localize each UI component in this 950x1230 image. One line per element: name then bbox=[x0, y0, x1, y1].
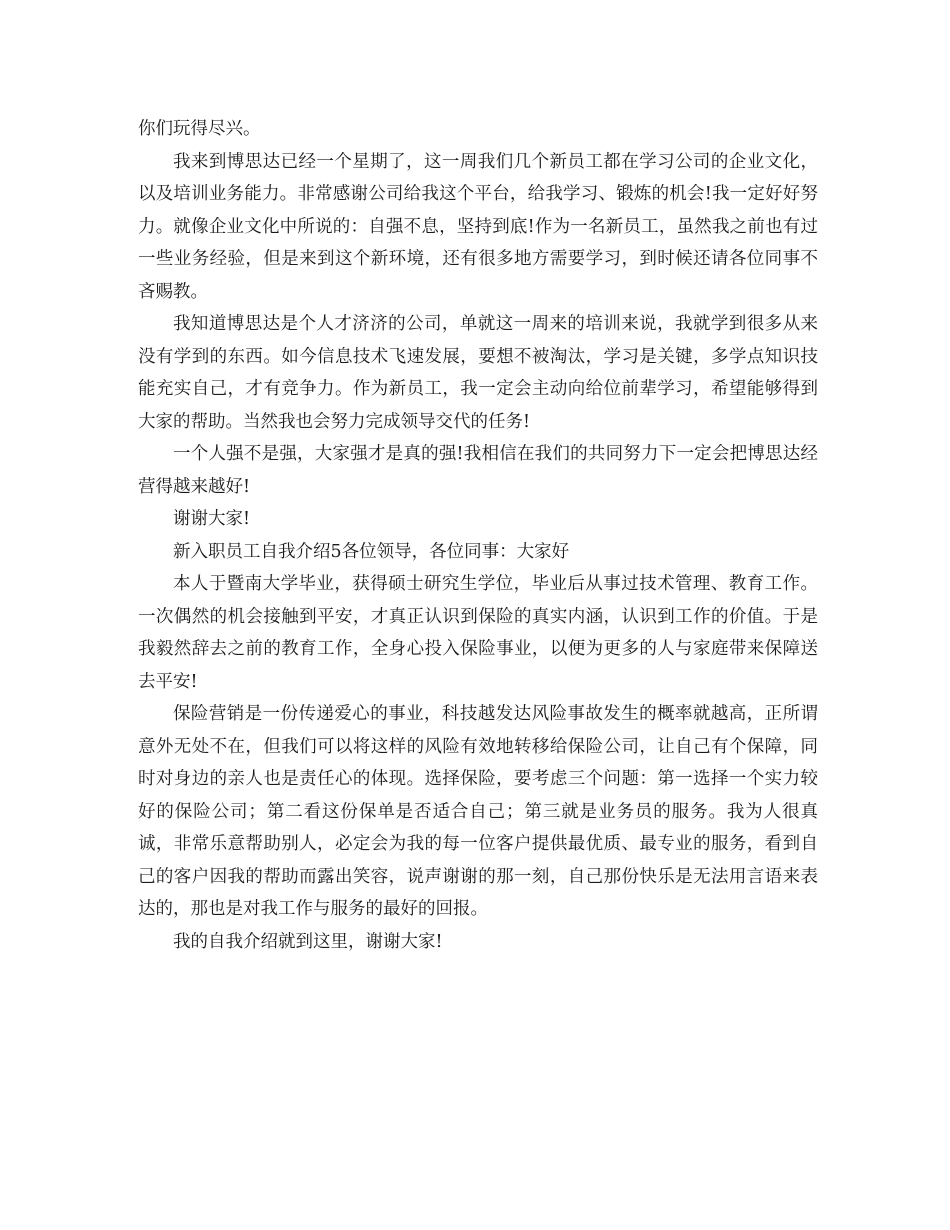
paragraph-company-talent: 我知道博思达是个人才济济的公司，单就这一周来的培训来说，我就学到很多从来没有学到的东西。如今信息技术飞速发展，要想不被淘汰，学习是关键，多学点知识技能充实自己，才有竞争力。作为新员工，我一定会主动向给位前辈学习，希望能够得到大家的帮助。当然我也会努力完成领导交代的任务! bbox=[138, 314, 818, 432]
paragraph-insurance: 保险营销是一份传递爱心的事业，科技越发达风险事故发生的概率就越高，正所谓意外无处不在，但我们可以将这样的风险有效地转移给保险公司，让自己有个保障，同时对身边的亲人也是责任心的体现。选择保险，要考虑三个问题：第一选择一个实力较好的保险公司；第二看这份保单是否适合自己；第三就是业务员的服务。我为人很真诚，非常乐意帮助别人，必定会为我的每一位客户提供最优质、最专业的服务，看到自己的客户因我的帮助而露出笑容，说声谢谢的那一刻，自己那份快乐是无法用言语来表达的，那也是对我工作与服务的最好的回报。 bbox=[138, 704, 818, 919]
paragraph-final-thanks: 我的自我介绍就到这里，谢谢大家! bbox=[173, 931, 443, 952]
paragraph-intro-heading: 新入职员工自我介绍5各位领导，各位同事：大家好 bbox=[173, 541, 570, 562]
paragraph-closing-line: 你们玩得尽兴。 bbox=[138, 119, 261, 139]
document-body bbox=[138, 113, 818, 958]
paragraph-first-week: 我来到博思达已经一个星期了，这一周我们几个新员工都在学习公司的企业文化，以及培训业务能力。非常感谢公司给我这个平台，给我学习、锻炼的机会!我一定好好努力。就像企业文化中所说的：自强不息，坚持到底!作为一名新员工，虽然我之前也有过一些业务经验，但是来到这个新环境，还有很多地方需要学习，到时候还请各位同事不吝赐教。 bbox=[138, 151, 818, 302]
paragraph-thanks: 谢谢大家! bbox=[173, 509, 251, 529]
paragraph-education: 本人于暨南大学毕业，获得硕士研究生学位，毕业后从事过技术管理、教育工作。一次偶然的机会接触到平安，才真正认识到保险的真实内涵，认识到工作的价值。于是我毅然辞去之前的教育工作，全身心投入保险事业，以便为更多的人与家庭带来保障送去平安! bbox=[138, 574, 818, 692]
paragraph-team-strength: 一个人强不是强，大家强才是真的强!我相信在我们的共同努力下一定会把博思达经营得越来越好! bbox=[138, 444, 818, 497]
